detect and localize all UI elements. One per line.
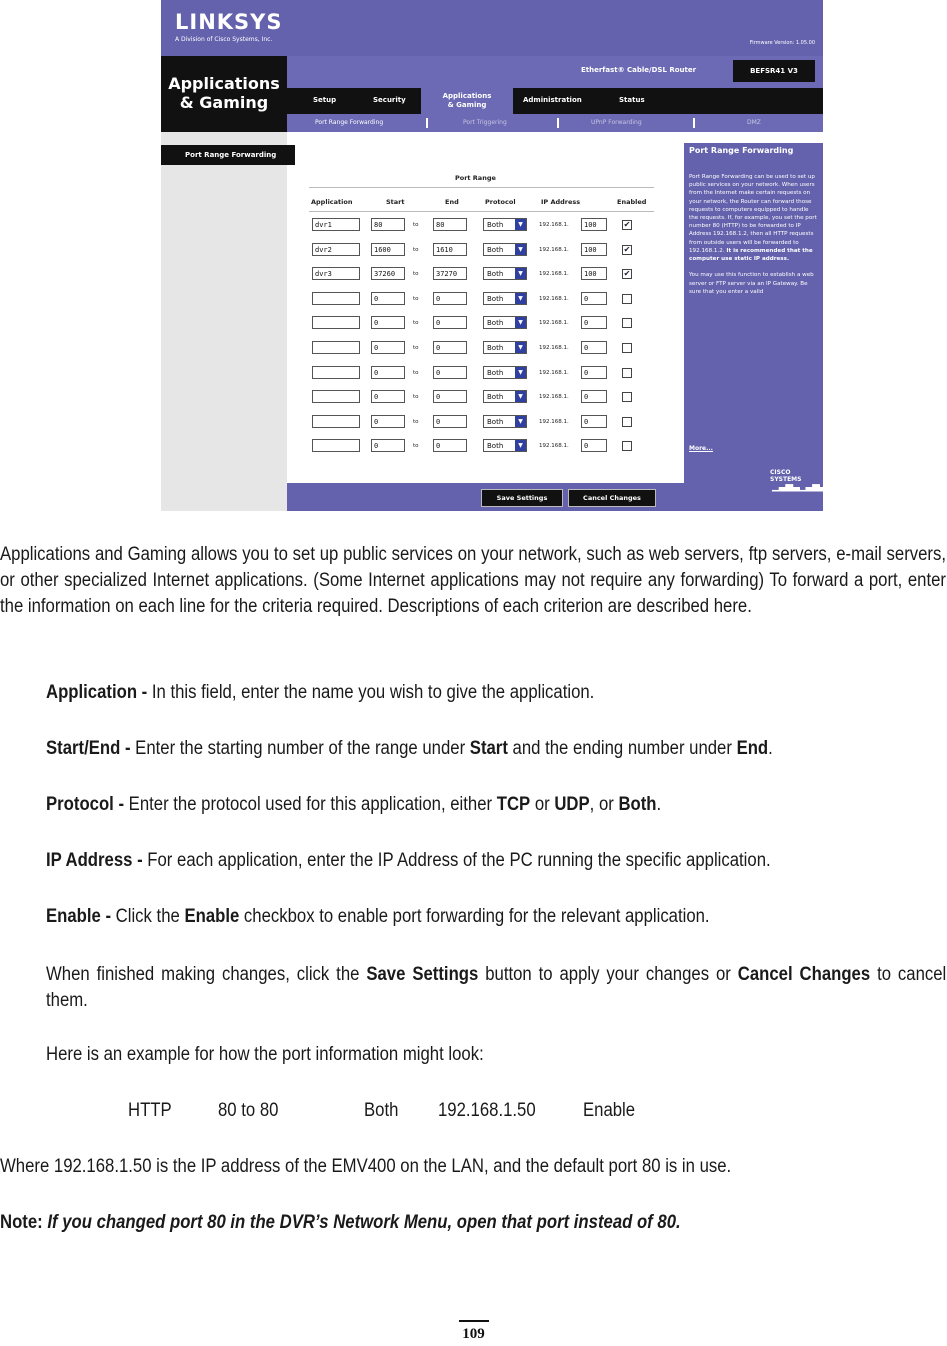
ip-prefix: 192.168.1. <box>539 443 569 450</box>
enabled-checkbox[interactable] <box>622 343 632 353</box>
application-name-input[interactable] <box>312 292 360 305</box>
end-port-input[interactable]: 1610 <box>433 243 467 256</box>
tab-administration[interactable]: Administration <box>523 96 582 104</box>
example-app: HTTP <box>128 1100 172 1121</box>
chevron-down-icon: ▼ <box>515 317 526 328</box>
table-title: Port Range <box>455 174 496 182</box>
to-label: to <box>413 222 419 228</box>
enabled-checkbox[interactable]: ✔ <box>623 244 631 254</box>
application-name-input[interactable]: dvr3 <box>312 267 360 280</box>
start-port-input[interactable]: 0 <box>371 415 405 428</box>
item-application: Application - In this field, enter the name you wish to give the application. <box>46 682 595 703</box>
table-rule <box>309 211 654 212</box>
example-ip: 192.168.1.50 <box>438 1100 536 1121</box>
chevron-down-icon: ▼ <box>515 391 526 402</box>
column-enabled: Enabled <box>617 198 647 206</box>
subtab-upnp-forwarding[interactable]: UPnP Forwarding <box>591 119 642 126</box>
start-port-input[interactable]: 80 <box>371 218 405 231</box>
ip-prefix: 192.168.1. <box>539 222 569 228</box>
end-port-input[interactable]: 80 <box>433 218 467 231</box>
start-port-input[interactable]: 0 <box>371 439 405 452</box>
item-start-end: Start/End - Enter the starting number of the range under Start and the ending number under End. <box>46 738 773 759</box>
end-port-input[interactable]: 37270 <box>433 267 467 280</box>
column-end: End <box>445 198 459 206</box>
column-start: Start <box>386 198 405 206</box>
column-application: Application <box>311 198 353 206</box>
enabled-checkbox[interactable] <box>622 392 632 402</box>
help-more-link[interactable]: More... <box>689 445 713 452</box>
to-label: to <box>413 271 419 278</box>
example-protocol: Both <box>364 1100 399 1121</box>
protocol-select[interactable]: Both ▼ <box>483 439 527 452</box>
to-label: to <box>413 443 419 450</box>
end-port-input[interactable]: 0 <box>433 292 467 305</box>
to-label: to <box>413 369 419 376</box>
note-paragraph: Note: If you changed port 80 in the DVR’s Network Menu, open that port instead of 80. <box>0 1212 681 1233</box>
enabled-checkbox[interactable] <box>622 417 632 427</box>
chevron-down-icon: ▼ <box>515 268 526 279</box>
example-enabled: Enable <box>583 1100 636 1121</box>
enabled-checkbox[interactable]: ✔ <box>623 269 631 279</box>
model-badge: BEFSR41 V3 <box>733 60 815 82</box>
subtab-separator <box>557 118 559 128</box>
enabled-checkbox[interactable] <box>622 318 632 328</box>
intro-paragraph: Applications and Gaming allows you to set up public services on your network, such as web servers, ftp servers, e-mail servers, or other specialized Internet applications. (Some Internet applications may not require any forwarding) To forward a port, enter the information on each line for the criteria required. Descriptions of each criterion are described here. <box>0 544 946 617</box>
application-name-input[interactable] <box>312 316 360 329</box>
protocol-select[interactable]: Both ▼ <box>483 243 527 256</box>
chevron-down-icon: ▼ <box>515 440 526 451</box>
tab-setup[interactable]: Setup <box>313 96 337 104</box>
ip-address-input[interactable]: 0 <box>581 341 607 354</box>
start-port-input[interactable]: 0 <box>371 292 405 305</box>
start-port-input[interactable]: 37260 <box>371 267 405 280</box>
ip-address-input[interactable]: 0 <box>581 415 607 428</box>
application-name-input[interactable] <box>312 415 360 428</box>
to-label: to <box>413 295 419 302</box>
ip-address-input[interactable]: 0 <box>581 316 607 329</box>
end-port-input[interactable]: 0 <box>433 316 467 329</box>
help-title: Port Range Forwarding <box>689 146 794 155</box>
start-port-input[interactable]: 0 <box>371 390 405 403</box>
chevron-down-icon: ▼ <box>515 244 526 255</box>
enabled-checkbox[interactable]: ✔ <box>623 220 631 229</box>
start-port-input[interactable]: 1600 <box>371 243 405 256</box>
item-finish: When finished making changes, click the Save Settings button to apply your changes or Cancel Changes to cancel them. <box>46 964 947 1011</box>
ip-address-input[interactable]: 0 <box>581 390 607 403</box>
firmware-version: Firmware Version: 1.05.00 <box>749 40 815 46</box>
save-settings-button[interactable]: Save Settings <box>481 489 563 507</box>
protocol-select[interactable]: Both ▼ <box>483 366 527 379</box>
end-port-input[interactable]: 0 <box>433 341 467 354</box>
ip-prefix: 192.168.1. <box>539 320 569 327</box>
application-name-input[interactable] <box>312 439 360 452</box>
item-enable: Enable - Click the Enable checkbox to enable port forwarding for the relevant application. <box>46 906 710 927</box>
ip-address-input[interactable]: 100 <box>581 267 607 280</box>
end-port-input[interactable]: 0 <box>433 439 467 452</box>
tab-security[interactable]: Security <box>373 96 406 104</box>
page-number-rule <box>459 1320 489 1322</box>
protocol-select[interactable]: Both ▼ <box>483 415 527 428</box>
application-name-input[interactable] <box>312 390 360 403</box>
protocol-select[interactable]: Both ▼ <box>483 267 527 280</box>
to-label: to <box>413 320 419 327</box>
subtab-separator <box>693 118 695 128</box>
ip-address-input[interactable]: 100 <box>581 218 607 231</box>
ip-address-input[interactable]: 0 <box>581 366 607 379</box>
where-paragraph: Where 192.168.1.50 is the IP address of the EMV400 on the LAN, and the default port 80 is in use. <box>0 1156 732 1177</box>
tab-status[interactable]: Status <box>619 96 645 104</box>
chevron-down-icon: ▼ <box>515 342 526 353</box>
logo-subtitle: A Division of Cisco Systems, Inc. <box>175 36 273 43</box>
help-text: Port Range Forwarding can be used to set up public services on your network. When users from the Internet make certain requests on your network, the Router can forward those requests to computers equipped to handle the requests. If, for example, you set the port number 80 (HTTP) to be forwarded to IP Address 192.168.1.2, then all HTTP requests from outside users will be forwarded to 192.168.1.2. It is recommended that the computer use static IP address. You may use this function to establish a web server or FTP server via an IP Gateway. Be sure that you enter a valid <box>689 174 817 295</box>
item-protocol: Protocol - Enter the protocol used for this application, either TCP or UDP, or Both. <box>46 794 662 815</box>
start-port-input[interactable]: 0 <box>371 366 405 379</box>
enabled-checkbox[interactable] <box>622 294 632 304</box>
to-label: to <box>413 394 419 401</box>
left-section-label: Port Range Forwarding <box>161 145 295 165</box>
cancel-changes-button[interactable]: Cancel Changes <box>568 489 656 507</box>
column-ip-address: IP Address <box>541 198 581 206</box>
subtab-separator <box>426 118 428 128</box>
page-number: 109 <box>462 1326 485 1342</box>
protocol-select[interactable]: Both ▼ <box>483 390 527 403</box>
ip-prefix: 192.168.1. <box>539 345 569 351</box>
ip-address-input[interactable]: 0 <box>581 439 607 452</box>
ip-prefix: 192.168.1. <box>539 246 569 253</box>
left-panel <box>161 132 287 511</box>
ip-prefix: 192.168.1. <box>539 394 569 401</box>
column-protocol: Protocol <box>485 198 516 206</box>
example-intro: Here is an example for how the port information might look: <box>46 1044 484 1065</box>
router-screenshot <box>161 0 833 511</box>
end-port-input[interactable]: 0 <box>433 366 467 379</box>
application-name-input[interactable] <box>312 366 360 379</box>
application-name-input[interactable]: dvr1 <box>312 218 360 231</box>
ip-prefix: 192.168.1. <box>539 418 569 425</box>
subtab-port-range-forwarding[interactable]: Port Range Forwarding <box>315 119 384 126</box>
tab-applications-gaming[interactable]: Applications & Gaming <box>421 88 513 114</box>
enabled-checkbox[interactable] <box>622 441 632 451</box>
item-ip-address: IP Address - For each application, enter the IP Address of the PC running the specific application. <box>46 850 771 871</box>
start-port-input[interactable]: 0 <box>371 316 405 329</box>
to-label: to <box>413 246 419 253</box>
chevron-down-icon: ▼ <box>515 367 526 378</box>
linksys-logo: LINKSYS <box>175 10 283 34</box>
chevron-down-icon: ▼ <box>515 219 526 230</box>
subtab-port-triggering[interactable]: Port Triggering <box>463 119 507 126</box>
start-port-input[interactable]: 0 <box>371 341 405 354</box>
chevron-down-icon: ▼ <box>515 293 526 304</box>
application-name-input[interactable] <box>312 341 360 354</box>
application-name-input[interactable]: dvr2 <box>312 243 360 256</box>
ip-prefix: 192.168.1. <box>539 271 569 278</box>
cisco-logo: CISCO SYSTEMS <box>770 469 802 483</box>
chevron-down-icon: ▼ <box>515 416 526 427</box>
to-label: to <box>413 418 419 425</box>
protocol-select[interactable]: Both ▼ <box>483 316 527 329</box>
table-rule <box>309 187 654 188</box>
protocol-select[interactable]: Both ▼ <box>483 292 527 305</box>
example-range: 80 to 80 <box>218 1100 279 1121</box>
product-name: Etherfast® Cable/DSL Router <box>581 66 697 74</box>
ip-prefix: 192.168.1. <box>539 295 569 302</box>
ip-address-input[interactable]: 0 <box>581 292 607 305</box>
help-panel <box>684 143 833 511</box>
ip-prefix: 192.168.1. <box>539 369 569 376</box>
ip-address-input[interactable]: 100 <box>581 243 607 256</box>
subtab-dmz[interactable]: DMZ <box>747 119 761 126</box>
protocol-select[interactable]: Both ▼ <box>483 218 527 231</box>
end-port-input[interactable]: 0 <box>433 415 467 428</box>
section-title: Applications & Gaming <box>168 74 280 112</box>
end-port-input[interactable]: 0 <box>433 390 467 403</box>
to-label: to <box>413 345 419 351</box>
enabled-checkbox[interactable] <box>622 368 632 378</box>
cisco-bars-icon: ▁▃▅▃▁▃▅▃▁ <box>772 481 833 492</box>
protocol-select[interactable]: Both ▼ <box>483 341 527 354</box>
